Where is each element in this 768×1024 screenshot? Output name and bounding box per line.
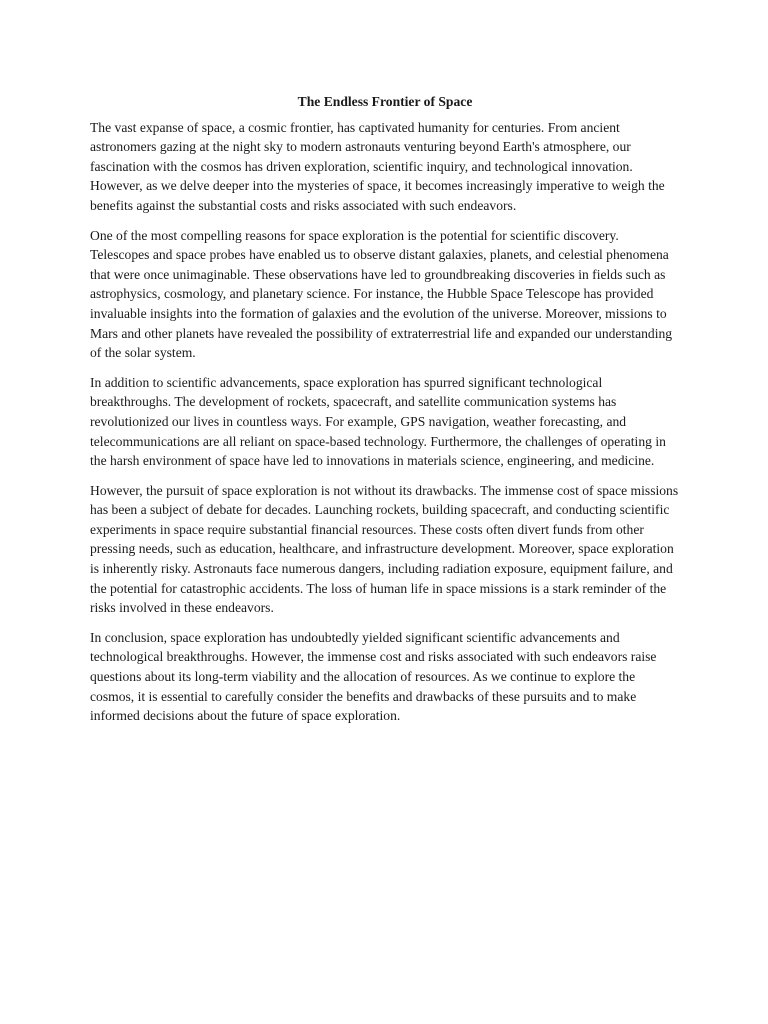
document-title: The Endless Frontier of Space xyxy=(297,94,473,109)
paragraph-drawbacks: However, the pursuit of space exploration is not without its drawbacks. The immense cost of space missions has been a subject of debate for decades. Launching rockets, building spacecraft, and conducting scientific experiments in space require substantial financial resources. These costs often divert funds from other pressing needs, such as education, healthcare, and infrastructure development. Moreover, space exploration is inherently risky. Astronauts face numerous dangers, including radiation exposure, equipment failure, and the potential for catastrophic accidents. The loss of human life in space missions is a stark reminder of the risks involved in these endeavors. xyxy=(90,482,679,616)
document-body xyxy=(90,92,680,736)
paragraph-technological-breakthroughs: In addition to scientific advancements, space exploration has spurred significant technological breakthroughs. The development of rockets, spacecraft, and satellite communication systems has revolutionized our lives in countless ways. For example, GPS navigation, weather forecasting, and telecommunications are all reliant on space-based technology. Furthermore, the challenges of operating in the harsh environment of space have led to innovations in materials science, engineering, and medicine. xyxy=(90,374,666,469)
paragraph-conclusion: In conclusion, space exploration has undoubtedly yielded significant scientific advancements and technological breakthroughs. However, the immense cost and risks associated with such endeavors raise questions about its long-term viability and the allocation of resources. As we continue to explore the cosmos, it is essential to carefully consider the benefits and drawbacks of these pursuits and to make informed decisions about the future of space exploration. xyxy=(90,629,657,724)
paragraph-introduction: The vast expanse of space, a cosmic frontier, has captivated humanity for centuries. From ancient astronomers gazing at the night sky to modern astronauts venturing beyond Earth's atmosphere, our fascination with the cosmos has driven exploration, scientific inquiry, and technological innovation. However, as we delve deeper into the mysteries of space, it becomes increasingly imperative to weigh the benefits against the substantial costs and risks associated with such endeavors. xyxy=(90,119,665,213)
paragraph-scientific-discovery: One of the most compelling reasons for space exploration is the potential for scientific discovery. Telescopes and space probes have enabled us to observe distant galaxies, planets, and celestial phenomena that were once unimaginable. These observations have led to groundbreaking discoveries in fields such as astrophysics, cosmology, and planetary science. For instance, the Hubble Space Telescope has provided invaluable insights into the formation of galaxies and the evolution of the universe. Moreover, missions to Mars and other planets have revealed the possibility of extraterrestrial life and expanded our understanding of the solar system. xyxy=(90,227,673,361)
